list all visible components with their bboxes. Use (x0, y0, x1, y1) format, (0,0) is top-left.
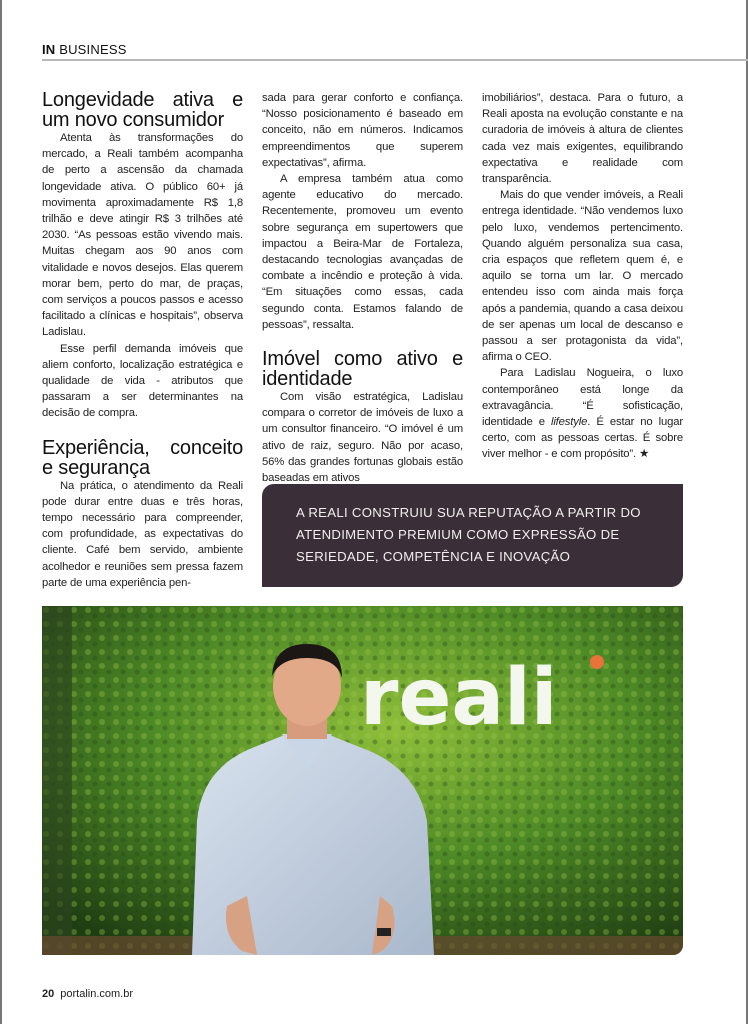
subheading-longevidade: Longevidade ativa e um novo consumidor (42, 89, 243, 131)
text: . É estar no lugar certo, com as pessoas certas. É sobre viver melhor - e com propósito”. (482, 416, 683, 461)
paragraph: Com visão estratégica, Ladislau compara o corretor de imóveis de luxo a um consultor financeiro. “O imóvel é um ativo de raiz, seguro. Não por acaso, 56% das grandes fortunas globais estão baseadas em ativos (262, 391, 463, 485)
reali-logo: reali (360, 653, 558, 743)
italic-text: lifestyle (550, 416, 588, 429)
section-label-bold: IN (42, 42, 56, 57)
paragraph: Na prática, o atendimento da Reali pode durar entre duas e três horas, tempo necessário para compreender, com profundidade, as expectativas do cliente. Café bem servido, ambiente acolhedor e reuniões sem pressa fazem parte de uma experiência pen- (42, 479, 243, 589)
paragraph: Esse perfil demanda imóveis que aliem conforto, localização estratégica e qualidade de vida - atributos que passaram a ser determinantes na decisão de compra. (42, 342, 243, 420)
paragraph: imobiliários”, destaca. Para o futuro, a Reali aposta na evolução constante e na curadoria de imóveis à altura de clientes cada vez mais exigentes, equilibrando expectativa e realidade com transparência. (482, 92, 683, 186)
subheading-experiencia: Experiência, conceito e segurança (42, 436, 243, 479)
section-label: BUSINESS (59, 42, 127, 57)
pull-quote: A REALI CONSTRUIU SUA REPUTAÇÃO A PARTIR DO ATENDIMENTO PREMIUM COMO EXPRESSÃO DE SERIEDADE, COMPETÊNCIA E INOVAÇÃO (262, 484, 683, 587)
photo-illustration (42, 606, 683, 955)
text: Para Ladislau Nogueira, o luxo contemporâneo está longe da extravagância. “É sofisticação, identidade e (482, 367, 683, 429)
section-header (42, 42, 127, 57)
article-column-3 (482, 90, 683, 463)
page-number: 20 (42, 988, 55, 1000)
header-divider (42, 59, 748, 61)
end-star-icon: ★ (639, 448, 650, 461)
paragraph: A empresa também atua como agente educativo do mercado. Recentemente, promoveu um evento sobre segurança em supertowers que impactou a Beira-Mar de Fortaleza, destacando tecnologias avançadas de combate a incêndio e proteção à vida. “Em situações como essas, cada segundo conta. Estamos falando de pessoas”, ressalta. (262, 173, 463, 331)
paragraph: Mais do que vender imóveis, a Reali entrega identidade. “Não vendemos luxo pelo luxo, vendemos pertencimento. Quando alguém personaliza sua casa, cria espaços que refletem quem é, e aquilo se torna um lar. O mercado entendeu isso com ainda mais força após a pandemia, quando a casa deixou de ser apenas um local de descanso e passou a ser protagonista da vida”, afirma o CEO. (482, 189, 683, 364)
page-footer (42, 988, 133, 1000)
paragraph: Atenta às transformações do mercado, a Reali também acompanha de perto a ascensão da chamada longevidade ativa. O público 60+ já movimenta aproximadamente R$ 1,8 trilhão e deve atingir R$ 3 trilhões até 2030. “As pessoas estão vivendo mais. Muitas chegam aos 90 anos com vitalidade e novos desejos. Elas querem morar bem, perto do mar, de praças, com serviços a poucos passos e acesso facilitado a clínicas e hospitais”, observa Ladislau. (42, 132, 243, 339)
subheading-imovel: Imóvel como ativo e identidade (262, 348, 463, 391)
paragraph: sada para gerar conforto e confiança. “Nosso posicionamento é baseado em conceito, não em números. Indicamos empreendimentos que superem expectativas”, afirma. (262, 92, 463, 169)
logo-dot (590, 655, 604, 669)
article-column-1 (42, 90, 243, 591)
website-link[interactable]: portalin.com.br (60, 988, 134, 1000)
ceo-photo (42, 606, 683, 955)
paragraph (482, 365, 683, 462)
article-column-2 (262, 90, 463, 486)
